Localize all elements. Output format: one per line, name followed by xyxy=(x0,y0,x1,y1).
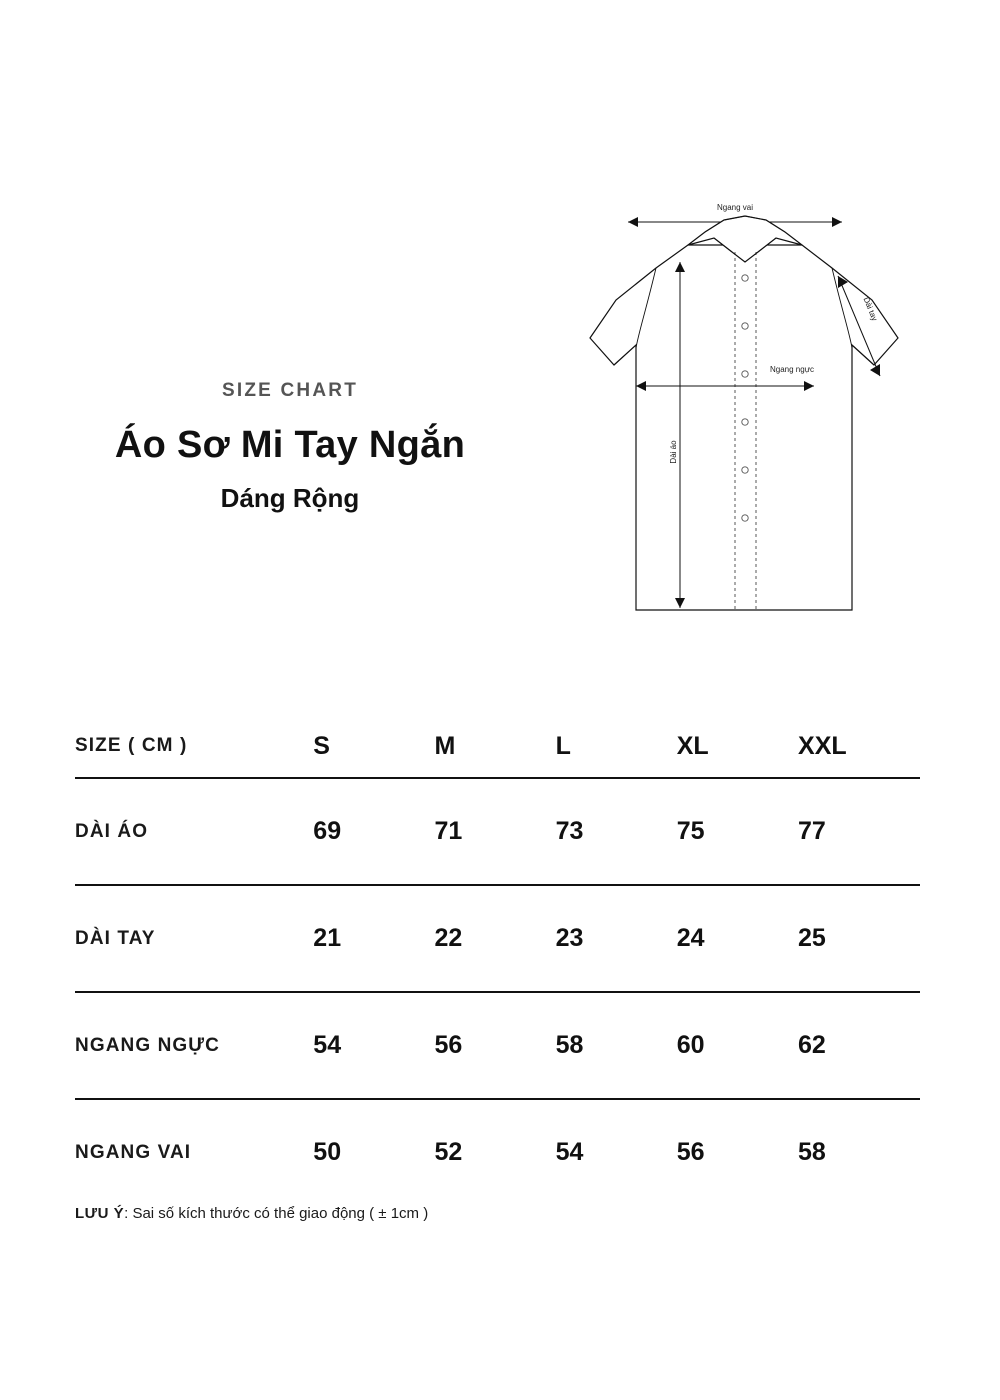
row-label-dai-tay: DÀI TAY xyxy=(75,885,313,992)
size-table-wrap xyxy=(75,715,920,1205)
cell-ngang-vai-xxl: 58 xyxy=(798,1138,826,1166)
table-row xyxy=(75,1099,920,1205)
cell-ngang-nguc-xxl: 62 xyxy=(798,992,920,1099)
page-title: Áo Sơ Mi Tay Ngắn xyxy=(114,424,466,466)
table-row xyxy=(75,885,920,992)
cell-dai-ao-xxl: 77 xyxy=(798,778,920,885)
note-text xyxy=(75,1205,428,1222)
column-header-s: S xyxy=(313,715,434,778)
cell-dai-ao-xl: 75 xyxy=(677,778,798,885)
row-label-ngang-nguc: NGANG NGỰC xyxy=(75,992,313,1099)
cell-dai-tay-xl: 24 xyxy=(677,885,798,992)
cell-dai-ao-s: 69 xyxy=(313,778,434,885)
cell-dai-ao-m: 71 xyxy=(434,778,555,885)
cell-dai-ao-l: 73 xyxy=(556,778,677,885)
label-shoulder: Ngang vai xyxy=(716,203,754,212)
label-chest: Ngang ngực xyxy=(770,365,815,374)
header-section xyxy=(0,0,1000,690)
column-header-m: M xyxy=(434,715,555,778)
cell-ngang-nguc-l: 58 xyxy=(556,992,677,1099)
column-header-xl: XL xyxy=(677,715,798,778)
column-header-xxl: XXL xyxy=(798,715,920,778)
cell-ngang-vai-s: 50 xyxy=(313,1138,342,1166)
page-subtitle: Dáng Rộng xyxy=(220,483,360,513)
cell-dai-tay-s: 21 xyxy=(313,885,434,992)
cell-ngang-nguc-s: 54 xyxy=(313,992,434,1099)
size-chart-kicker: SIZE CHART xyxy=(222,380,358,401)
table-row xyxy=(75,778,920,885)
row-label-ngang-vai: NGANG VAI xyxy=(75,1141,192,1163)
size-unit-label: SIZE ( CM ) xyxy=(75,715,313,778)
cell-dai-tay-l: 23 xyxy=(556,885,677,992)
note-body: : Sai số kích thước có thể giao động ( ± 1cm ) xyxy=(124,1205,429,1222)
label-sleeve: Dài tay xyxy=(861,295,880,323)
title-block xyxy=(0,380,580,514)
cell-ngang-vai-xl: 56 xyxy=(676,1138,705,1166)
table-row xyxy=(75,992,920,1099)
column-header-l: L xyxy=(556,715,677,778)
row-label-dai-ao: DÀI ÁO xyxy=(75,778,313,885)
cell-dai-tay-xxl: 25 xyxy=(798,885,920,992)
cell-ngang-nguc-xl: 60 xyxy=(677,992,798,1099)
note-prefix: LƯU Ý xyxy=(75,1205,125,1222)
table-header-row xyxy=(75,715,920,778)
label-length: Dài áo xyxy=(669,440,678,464)
cell-dai-tay-m: 22 xyxy=(434,885,555,992)
cell-ngang-nguc-m: 56 xyxy=(434,992,555,1099)
shirt-illustration xyxy=(580,190,910,650)
cell-ngang-vai-m: 52 xyxy=(434,1138,463,1166)
cell-ngang-vai-l: 54 xyxy=(555,1138,584,1166)
size-table xyxy=(75,715,920,1205)
